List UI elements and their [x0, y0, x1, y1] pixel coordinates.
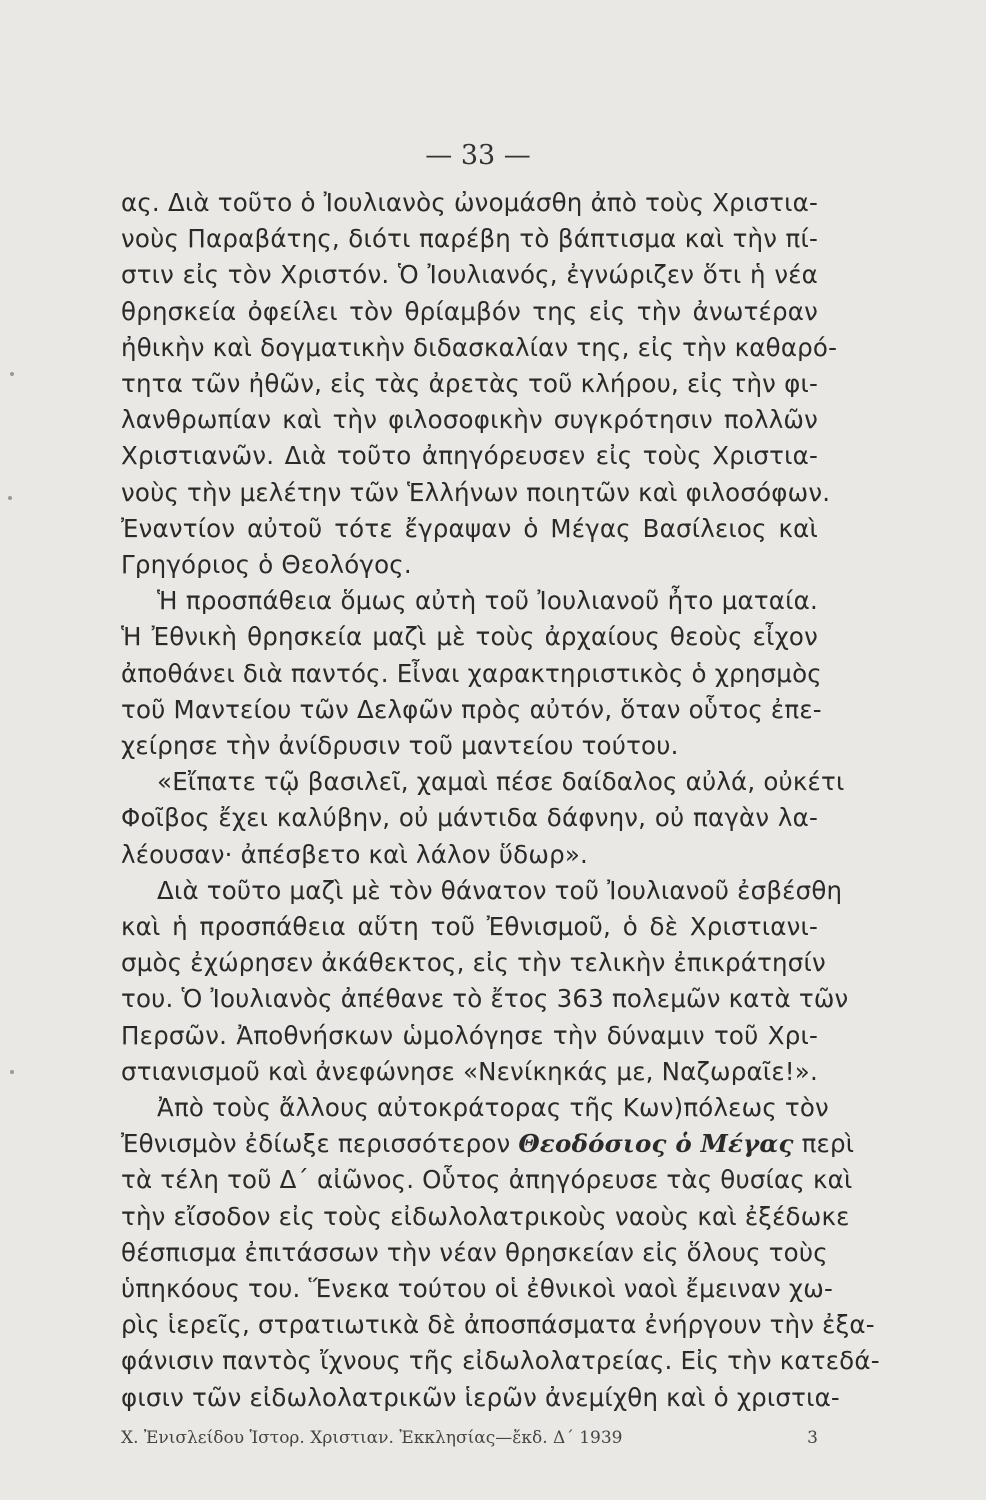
text-line: στιανισμοῦ καὶ ἀνεφώνησε «Νενίκηκάς με, Ναζωραῖε!». — [121, 1056, 818, 1086]
text-line: νοὺς Παραβάτης, διότι παρέβη τὸ βάπτισμα καὶ τὴν πί- — [121, 224, 818, 254]
text-line: φισιν τῶν εἰδωλολατρικῶν ἱερῶν ἀνεμίχθη καὶ ὁ χριστια- — [121, 1382, 840, 1412]
text-line: Ἀπὸ τοὺς ἄλλους αὐτοκράτορας τῆς Κων)πόλεως τὸν — [157, 1093, 829, 1122]
footer-citation: Χ. Ἐνισλείδου Ἱστορ. Χριστιαν. Ἐκκλησίας—ἔκδ. Δ΄ 1939 — [121, 1427, 623, 1448]
text-line: τὰ τέλη τοῦ Δ΄ αἰῶνος. Οὗτος ἀπηγόρευσε τὰς θυσίας καὶ — [121, 1165, 853, 1195]
text-line: χείρησε τὴν ἀνίδρυσιν τοῦ μαντείου τούτου. — [121, 731, 679, 760]
signature-number: 3 — [807, 1427, 818, 1448]
text-segment: περὶ — [793, 1129, 855, 1159]
text-line: του. Ὁ Ἰουλιανὸς ἀπέθανε τὸ ἔτος 363 πολεμῶν κατὰ τῶν — [121, 984, 849, 1014]
page-number: — 33 — — [425, 140, 531, 171]
text-line: ας. Διὰ τοῦτο ὁ Ἰουλιανὸς ὠνομάσθη ἀπὸ τοὺς Χριστια- — [121, 188, 818, 217]
paper-speck — [10, 1070, 14, 1074]
text-line: «Εἴπατε τῷ βασιλεῖ, χαμαὶ πέσε δαίδαλος αὐλά, οὐκέτι — [157, 767, 845, 797]
text-line: ἠθικὴν καὶ δογματικὴν διδασκαλίαν της, εἰς τὴν καθαρό- — [121, 332, 838, 362]
text-line: Χριστιανῶν. Διὰ τοῦτο ἀπηγόρευσεν εἰς τοὺς Χριστια- — [121, 441, 818, 471]
text-line: Φοῖβος ἔχει καλύβην, οὐ μάντιδα δάφνην, οὐ παγὰν λα- — [121, 803, 818, 833]
text-line: φάνισιν παντὸς ἴχνους τῆς εἰδωλολατρείας. Εἰς τὴν κατεδά- — [121, 1346, 880, 1376]
paper-speck — [10, 372, 14, 376]
text-line: Γρηγόριος ὁ Θεολόγος. — [121, 550, 412, 579]
text-segment: Ἐθνισμὸν ἐδίωξε περισσότερον — [121, 1129, 519, 1159]
text-line: Ἐναντίον αὐτοῦ τότε ἔγραψαν ὁ Μέγας Βασίλειος καὶ — [121, 513, 818, 543]
text-line: νοὺς τὴν μελέτην τῶν Ἑλλήνων ποιητῶν καὶ φιλοσόφων. — [121, 477, 831, 507]
text-line: καὶ ἡ προσπάθεια αὕτη τοῦ Ἐθνισμοῦ, ὁ δὲ Χριστιανι- — [121, 912, 818, 941]
text-line: τητα τῶν ἠθῶν, εἰς τὰς ἀρετὰς τοῦ κλήρου, εἰς τὴν φι- — [121, 369, 818, 398]
text-line: ἀποθάνει διὰ παντός. Εἶναι χαρακτηριστικὸς ὁ χρησμὸς — [121, 658, 822, 688]
text-line: λανθρωπίαν καὶ τὴν φιλοσοφικὴν συγκρότησιν πολλῶν — [121, 405, 818, 435]
text-line-with-emphasis — [121, 1126, 855, 1162]
paper-speck — [8, 496, 12, 500]
text-line: Διὰ τοῦτο μαζὶ μὲ τὸν θάνατον τοῦ Ἰουλιανοῦ ἐσβέσθη — [157, 875, 843, 905]
text-line: τὴν εἴσοδον εἰς τοὺς εἰδωλολατρικοὺς ναοὺς καὶ ἐξέδωκε — [121, 1201, 850, 1231]
text-line: Ἡ προσπάθεια ὅμως αὐτὴ τοῦ Ἰουλιανοῦ ἦτο ματαία. — [157, 586, 818, 616]
text-line: ρὶς ἱερεῖς, στρατιωτικὰ δὲ ἀποσπάσματα ἐνήργουν τὴν ἐξα- — [121, 1310, 875, 1340]
text-line: Περσῶν. Ἀποθνήσκων ὡμολόγησε τὴν δύναμιν τοῦ Χρι- — [121, 1020, 818, 1050]
text-line: θρησκεία ὀφείλει τὸν θρίαμβόν της εἰς τὴν ἀνωτέραν — [121, 296, 818, 326]
emphasized-name: Θεοδόσιος ὁ Μέγας — [518, 1129, 794, 1159]
text-line: τοῦ Μαντείου τῶν Δελφῶν πρὸς αὐτόν, ὅταν οὗτος ἐπε- — [121, 694, 822, 724]
text-line: Ἡ Ἐθνικὴ θρησκεία μαζὶ μὲ τοὺς ἀρχαίους θεοὺς εἶχον — [121, 622, 818, 652]
text-line: σμὸς ἐχώρησεν ἀκάθεκτος, εἰς τὴν τελικὴν ἐπικράτησίν — [121, 948, 826, 978]
text-line: ὑπηκόους του. Ἕνεκα τούτου οἱ ἐθνικοὶ ναοὶ ἔμειναν χω- — [121, 1274, 834, 1303]
text-line: λέουσαν· ἀπέσβετο καὶ λάλον ὕδωρ». — [121, 839, 589, 869]
text-line: θέσπισμα ἐπιτάσσων τὴν νέαν θρησκείαν εἰς ὅλους τοὺς — [121, 1237, 828, 1267]
text-line: στιν εἰς τὸν Χριστόν. Ὁ Ἰουλιανός, ἐγνώριζεν ὅτι ἡ νέα — [121, 260, 818, 290]
page-footer — [121, 1428, 818, 1448]
